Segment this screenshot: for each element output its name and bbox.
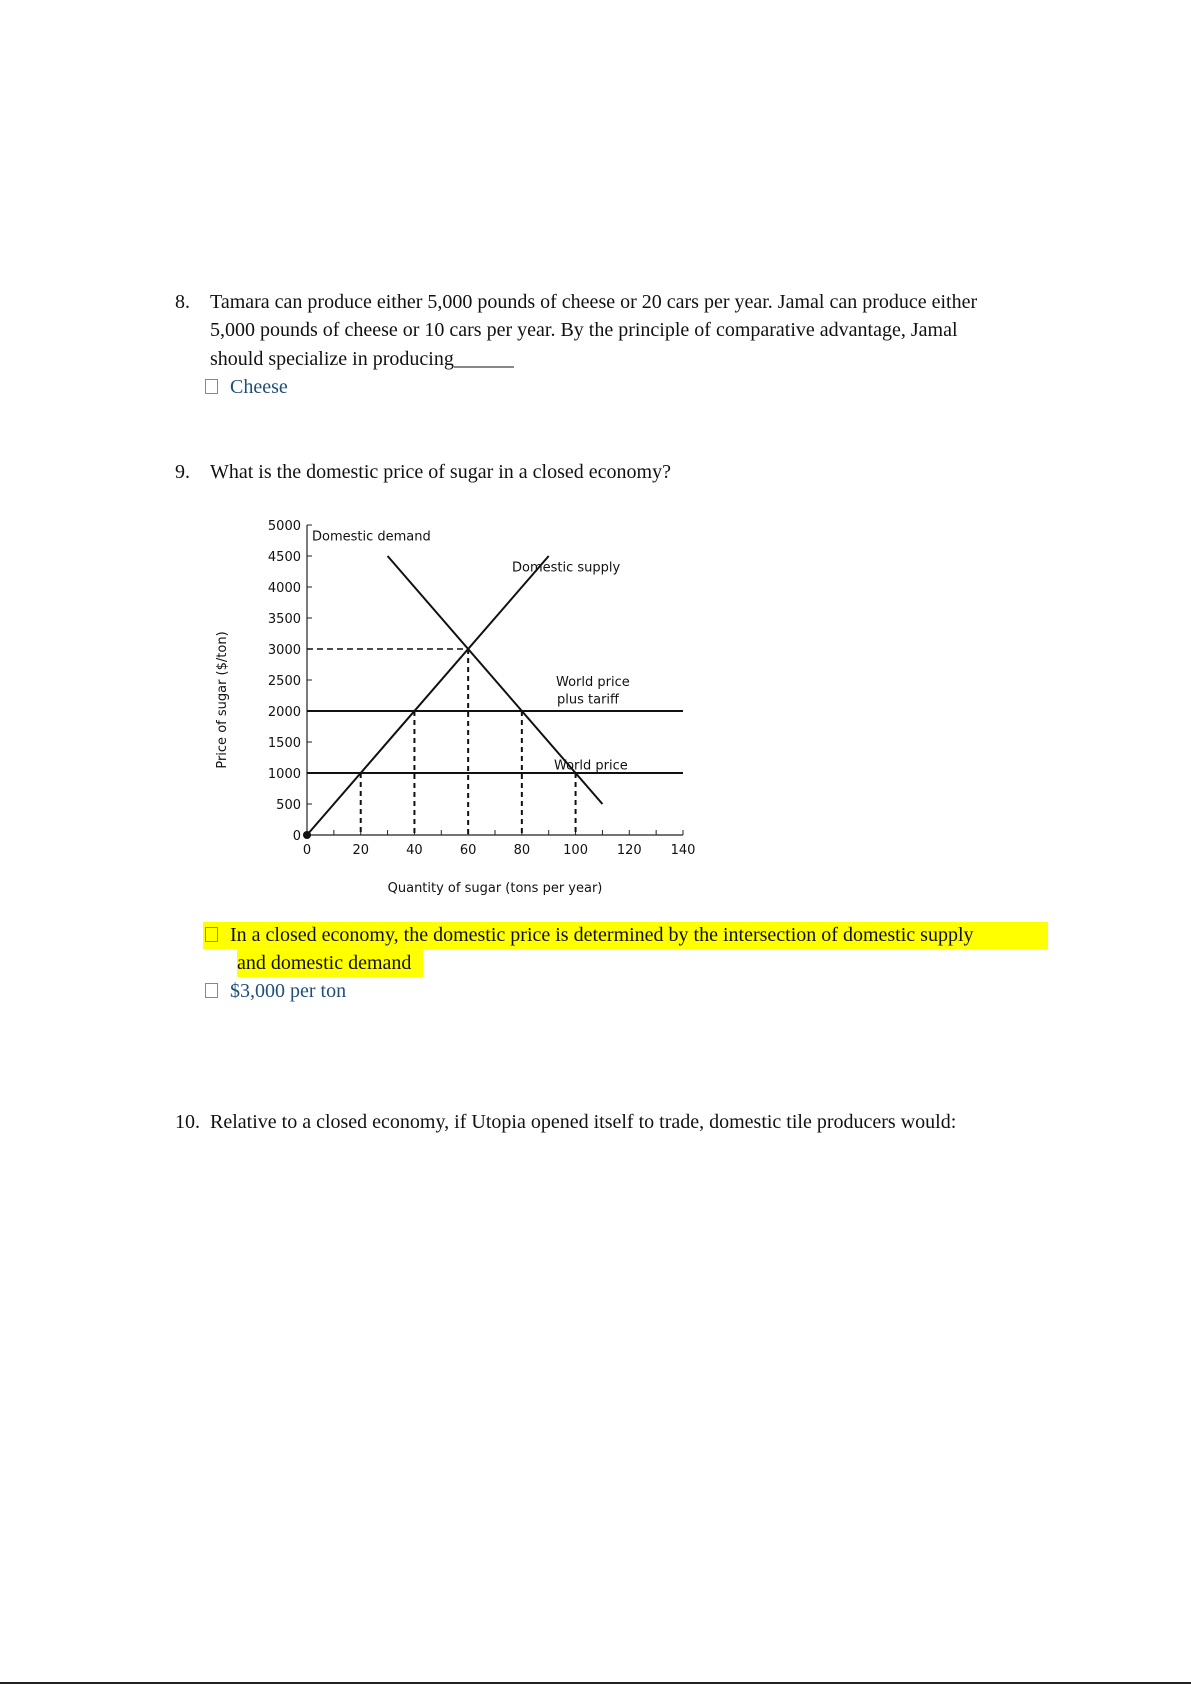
- y-tick-label: 1000: [267, 767, 301, 782]
- question-number: 10.: [175, 1111, 200, 1133]
- x-axis-label: Quantity of sugar (tons per year): [387, 881, 603, 896]
- x-tick-label: 40: [406, 843, 423, 858]
- y-tick-label: 4500: [267, 550, 301, 565]
- x-tick-label: 100: [563, 843, 588, 858]
- y-tick-label: 2000: [267, 705, 301, 720]
- y-tick-label: 1500: [267, 736, 301, 751]
- question-text-line: Tamara can produce either 5,000 pounds of cheese or 20 cars per year. Jamal can produce either: [210, 291, 978, 313]
- question-text-line: should specialize in producing______: [210, 348, 514, 370]
- answer-option[interactable]: [205, 980, 346, 1003]
- x-tick-label: 80: [513, 843, 531, 858]
- x-tick-label: 60: [459, 843, 477, 858]
- tariff-label-line1: World price: [556, 675, 630, 691]
- y-tick-label: 4000: [267, 581, 301, 596]
- answer-text: Cheese: [230, 376, 288, 398]
- y-axis-label: Price of sugar ($/ton): [215, 631, 230, 769]
- x-tick-label: 120: [616, 843, 642, 858]
- x-tick-label: 0: [302, 843, 312, 858]
- y-tick-label: 500: [276, 798, 301, 813]
- world-price-label: World price: [554, 758, 628, 774]
- y-tick-label: 5000: [267, 519, 301, 534]
- y-tick-label: 0: [292, 829, 301, 844]
- answer-text: $3,000 per ton: [230, 980, 347, 1002]
- checkbox-icon[interactable]: [205, 927, 218, 942]
- y-tick-label: 2500: [267, 674, 301, 689]
- supply-label: Domestic supply: [512, 560, 621, 576]
- domestic-supply-line: [307, 556, 549, 835]
- question-text: Relative to a closed economy, if Utopia opened itself to trade, domestic tile producers would:: [210, 1111, 957, 1133]
- question-text-line: 5,000 pounds of cheese or 10 cars per year. By the principle of comparative advantage, Jamal: [210, 319, 958, 341]
- explanation-text: In a closed economy, the domestic price is determined by the intersection of domestic supply: [230, 924, 974, 946]
- explanation-line: and domestic demand: [237, 950, 423, 977]
- sugar-market-chart: [200, 500, 720, 920]
- question-text: What is the domestic price of sugar in a closed economy?: [210, 461, 671, 483]
- x-tick-label: 20: [352, 843, 369, 858]
- page-bottom-rule: [0, 1682, 1191, 1684]
- answer-option[interactable]: [205, 376, 288, 399]
- demand-label: Domestic demand: [312, 529, 431, 545]
- checkbox-icon[interactable]: [205, 983, 218, 998]
- question-number: 9.: [175, 461, 190, 483]
- question-number: 8.: [175, 291, 190, 313]
- y-tick-label: 3000: [267, 643, 301, 658]
- checkbox-icon[interactable]: [205, 379, 218, 394]
- tariff-label-line2: plus tariff: [557, 692, 619, 708]
- y-tick-label: 3500: [267, 612, 301, 627]
- explanation-line: [203, 922, 1048, 949]
- origin-marker: [303, 831, 311, 839]
- x-tick-label: 140: [670, 843, 696, 858]
